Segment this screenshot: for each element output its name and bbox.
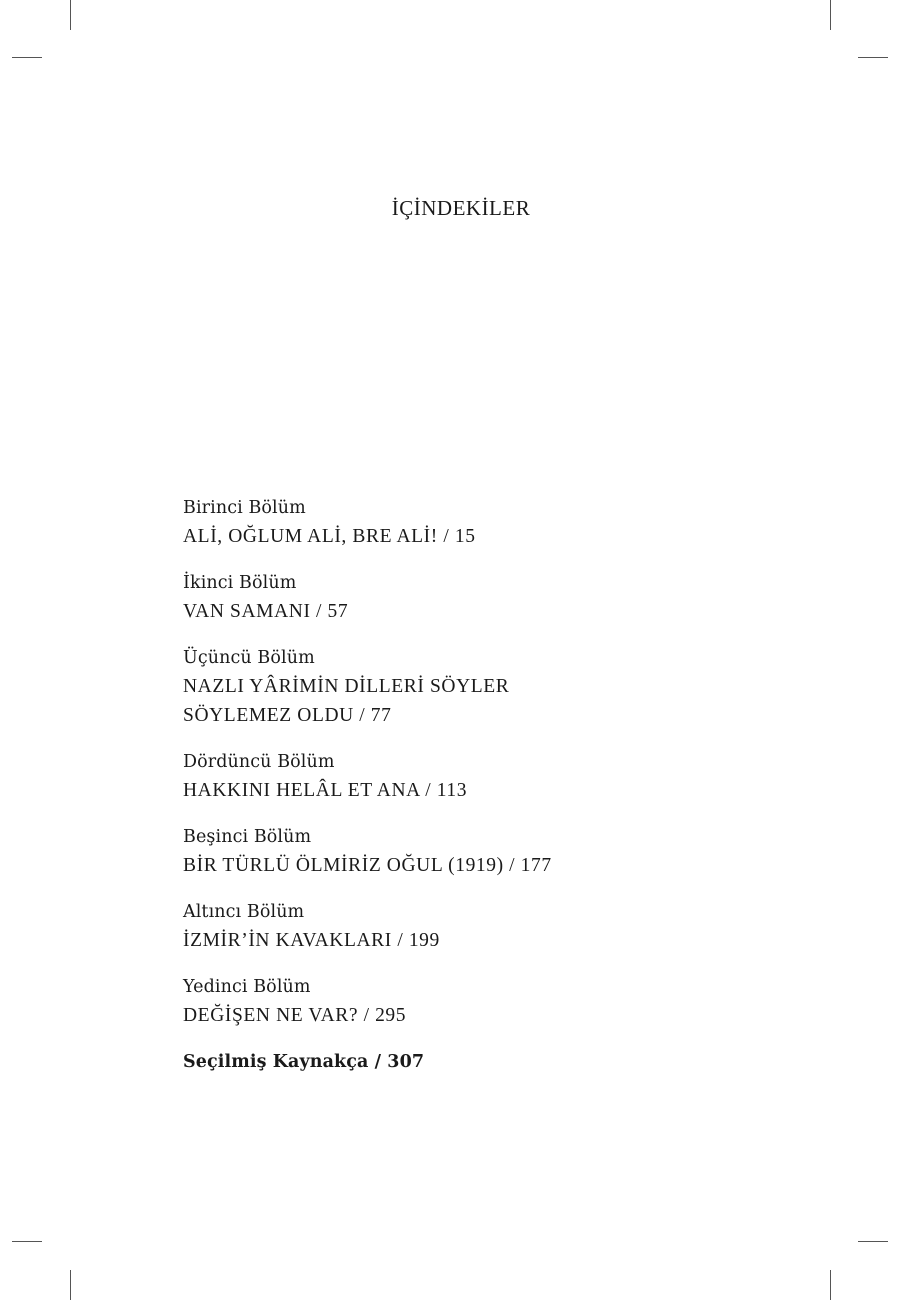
crop-mark-top-right <box>830 0 831 30</box>
chapter-label: Yedinci Bölüm <box>183 977 311 997</box>
table-of-contents <box>183 494 743 1094</box>
chapter-heading: İZMİR’İN KAVAKLARI / 199 <box>183 930 440 951</box>
toc-entry-6 <box>183 898 743 955</box>
toc-entry-2 <box>183 569 743 626</box>
chapter-heading-line-2: SÖYLEMEZ OLDU / 77 <box>183 705 392 726</box>
chapter-heading: DEĞİŞEN NE VAR? / 295 <box>183 1005 407 1026</box>
toc-entry-bibliography <box>183 1048 743 1076</box>
chapter-heading: ALİ, OĞLUM ALİ, BRE ALİ! / 15 <box>183 526 476 547</box>
crop-mark-bottom-left <box>70 1270 71 1300</box>
toc-entry-1 <box>183 494 743 551</box>
toc-entry-7 <box>183 973 743 1030</box>
bibliography-label: Seçilmiş Kaynakça / 307 <box>183 1052 425 1072</box>
chapter-heading-line-1: NAZLI YÂRİMİN DİLLERİ SÖYLER <box>183 676 510 697</box>
toc-entry-5 <box>183 823 743 880</box>
chapter-label: Üçüncü Bölüm <box>183 648 315 668</box>
chapter-label: Beşinci Bölüm <box>183 827 312 847</box>
crop-mark-right-top <box>858 57 888 58</box>
chapter-label: Dördüncü Bölüm <box>183 752 335 772</box>
crop-mark-top-left <box>70 0 71 30</box>
toc-entry-3 <box>183 644 743 730</box>
chapter-heading: VAN SAMANI / 57 <box>183 601 349 622</box>
chapter-heading: HAKKINI HELÂL ET ANA / 113 <box>183 780 468 801</box>
crop-mark-bottom-right <box>830 1270 831 1300</box>
chapter-label: İkinci Bölüm <box>183 573 297 593</box>
chapter-heading: BİR TÜRLÜ ÖLMİRİZ OĞUL (1919) / 177 <box>183 855 552 876</box>
page-title: İÇİNDEKİLER <box>391 196 531 220</box>
chapter-label: Altıncı Bölüm <box>183 902 305 922</box>
toc-entry-4 <box>183 748 743 805</box>
crop-mark-left-bottom <box>12 1241 42 1242</box>
crop-mark-right-bottom <box>858 1241 888 1242</box>
chapter-label: Birinci Bölüm <box>183 498 306 518</box>
crop-mark-left-top <box>12 57 42 58</box>
